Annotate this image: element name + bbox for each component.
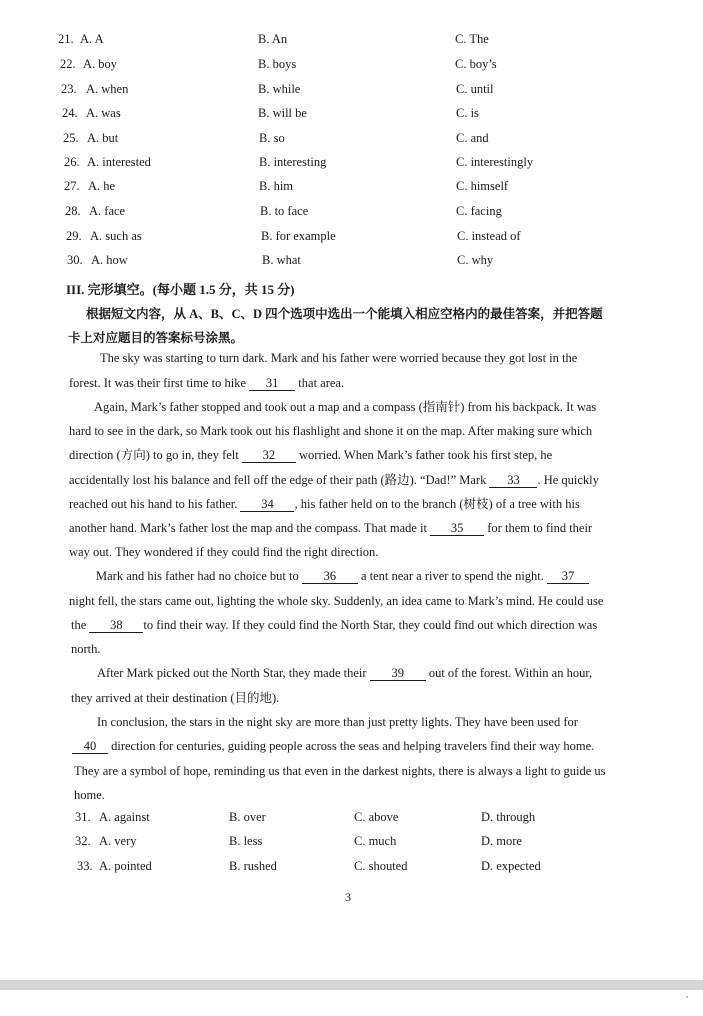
option-b: B. An	[258, 32, 288, 46]
option-row	[0, 253, 703, 275]
option-b: B. what	[262, 253, 301, 267]
option-b: B. rushed	[229, 859, 277, 873]
passage-line: forest. It was their first time to hike 31 that area.	[69, 376, 345, 390]
passage-line: night fell, the stars came out, lighting the whole sky. Suddenly, an idea came to Mark’s mind. He could use	[69, 594, 604, 608]
option-b: B. while	[258, 82, 301, 96]
passage-line: way out. They wondered if they could find the right direction.	[69, 545, 379, 559]
passage-line: direction (方向) to go in, they felt 32 worried. When Mark’s father took his first step, he	[69, 448, 553, 462]
option-row	[0, 57, 703, 79]
page-number: 3	[345, 890, 351, 904]
option-c: C. much	[354, 834, 397, 848]
option-a: A. was	[86, 106, 121, 120]
option-c: C. why	[457, 253, 494, 267]
option-d: D. expected	[481, 859, 541, 873]
blank-33: 33	[489, 474, 537, 488]
option-b: B. so	[259, 131, 285, 145]
option-c: C. is	[456, 106, 479, 120]
blank-39: 39	[370, 667, 426, 681]
passage-line: Again, Mark’s father stopped and took out a map and a compass (指南针) from his backpack. It was	[94, 400, 597, 414]
blank-35: 35	[430, 522, 484, 536]
passage-line: the 38 to find their way. If they could find the North Star, they could find out which direction was	[71, 618, 598, 632]
option-b: B. boys	[258, 57, 297, 71]
passage-line: Mark and his father had no choice but to 36 a tent near a river to spend the night. 37	[96, 568, 589, 584]
passage-line: accidentally lost his balance and fell off the edge of their path (路边). “Dad!” Mark 33 . He quickly	[69, 473, 599, 487]
option-row	[0, 106, 703, 128]
option-a: A. against	[99, 810, 150, 824]
viewer-bottom-bar	[0, 980, 703, 990]
option-a: A. he	[88, 179, 116, 193]
passage-line: hard to see in the dark, so Mark took out his flashlight and shone it on the map. After making sure which	[69, 424, 593, 438]
option-c: C. and	[456, 131, 489, 145]
option-row	[0, 859, 703, 881]
question-number: 22.	[60, 57, 76, 71]
option-b: B. less	[229, 834, 263, 848]
option-a: A. but	[87, 131, 119, 145]
section-instruction-continued: 卡上对应题目的答案标号涂黑。	[68, 331, 244, 345]
option-c: C. until	[456, 82, 494, 96]
option-a: A. when	[86, 82, 129, 96]
question-number: 23.	[61, 82, 77, 96]
passage-line: north.	[71, 642, 101, 656]
question-number: 26.	[64, 155, 80, 169]
option-c: C. instead of	[457, 229, 521, 243]
option-row	[0, 131, 703, 153]
blank-31: 31	[249, 377, 295, 391]
blank-37: 37	[547, 570, 589, 584]
question-number: 29.	[66, 229, 82, 243]
option-b: B. him	[259, 179, 294, 193]
option-a: A. face	[89, 204, 126, 218]
option-c: C. shouted	[354, 859, 408, 873]
option-c: C. above	[354, 810, 399, 824]
option-c: C. himself	[456, 179, 509, 193]
question-number: 21.	[58, 32, 74, 46]
blank-32: 32	[242, 449, 296, 463]
question-number: 27.	[64, 179, 80, 193]
option-row	[0, 32, 703, 54]
option-row	[0, 810, 703, 832]
option-row	[0, 179, 703, 201]
blank-36: 36	[302, 570, 358, 584]
blank-34: 34	[240, 498, 294, 512]
option-b: B. for example	[261, 229, 336, 243]
option-d: D. more	[481, 834, 522, 848]
question-number: 30.	[67, 253, 83, 267]
question-number: 32.	[75, 834, 91, 848]
option-row	[0, 82, 703, 104]
passage-line: In conclusion, the stars in the night sky are more than just pretty lights. They have been used for	[97, 715, 578, 729]
option-a: A. how	[91, 253, 128, 267]
option-a: A. very	[99, 834, 137, 848]
option-row	[0, 834, 703, 856]
option-a: A. A	[80, 32, 104, 46]
section-heading: III. 完形填空。(每小题 1.5 分，共 15 分)	[66, 282, 295, 297]
option-c: C. The	[455, 32, 489, 46]
passage-line: reached out his hand to his father. 34 , his father held on to the branch (树枝) of a tree with his	[69, 497, 580, 511]
option-d: D. through	[481, 810, 536, 824]
question-number: 24.	[62, 106, 78, 120]
decorative-dot	[686, 996, 688, 998]
question-number: 33.	[77, 859, 93, 873]
question-number: 25.	[63, 131, 79, 145]
option-row	[0, 155, 703, 177]
section-instruction: 根据短文内容，从 A、B、C、D 四个选项中选出一个能填入相应空格内的最佳答案，并把答题	[86, 307, 603, 321]
option-b: B. will be	[258, 106, 307, 120]
passage-line: They are a symbol of hope, reminding us that even in the darkest nights, there is always a light to guide us	[74, 764, 606, 778]
option-row	[0, 229, 703, 251]
blank-40: 40	[72, 740, 108, 754]
option-b: B. interesting	[259, 155, 327, 169]
question-number: 31.	[75, 810, 91, 824]
option-b: B. to face	[260, 204, 309, 218]
blank-38: 38	[89, 619, 143, 633]
option-a: A. such as	[90, 229, 142, 243]
passage-line: home.	[74, 788, 105, 802]
passage-line: The sky was starting to turn dark. Mark and his father were worried because they got lost in the	[100, 351, 578, 365]
question-number: 28.	[65, 204, 81, 218]
passage-line: another hand. Mark’s father lost the map and the compass. That made it 35 for them to find their	[69, 521, 593, 535]
passage-line: 40 direction for centuries, guiding people across the seas and helping travelers find their way home.	[72, 738, 594, 754]
option-c: C. interestingly	[456, 155, 534, 169]
option-a: A. pointed	[99, 859, 152, 873]
passage-line: they arrived at their destination (目的地).	[71, 691, 280, 705]
passage-line: After Mark picked out the North Star, they made their 39 out of the forest. Within an hour,	[97, 666, 593, 680]
option-c: C. boy’s	[455, 57, 497, 71]
option-row	[0, 204, 703, 226]
option-a: A. interested	[87, 155, 151, 169]
option-c: C. facing	[456, 204, 502, 218]
option-a: A. boy	[83, 57, 118, 71]
option-b: B. over	[229, 810, 266, 824]
